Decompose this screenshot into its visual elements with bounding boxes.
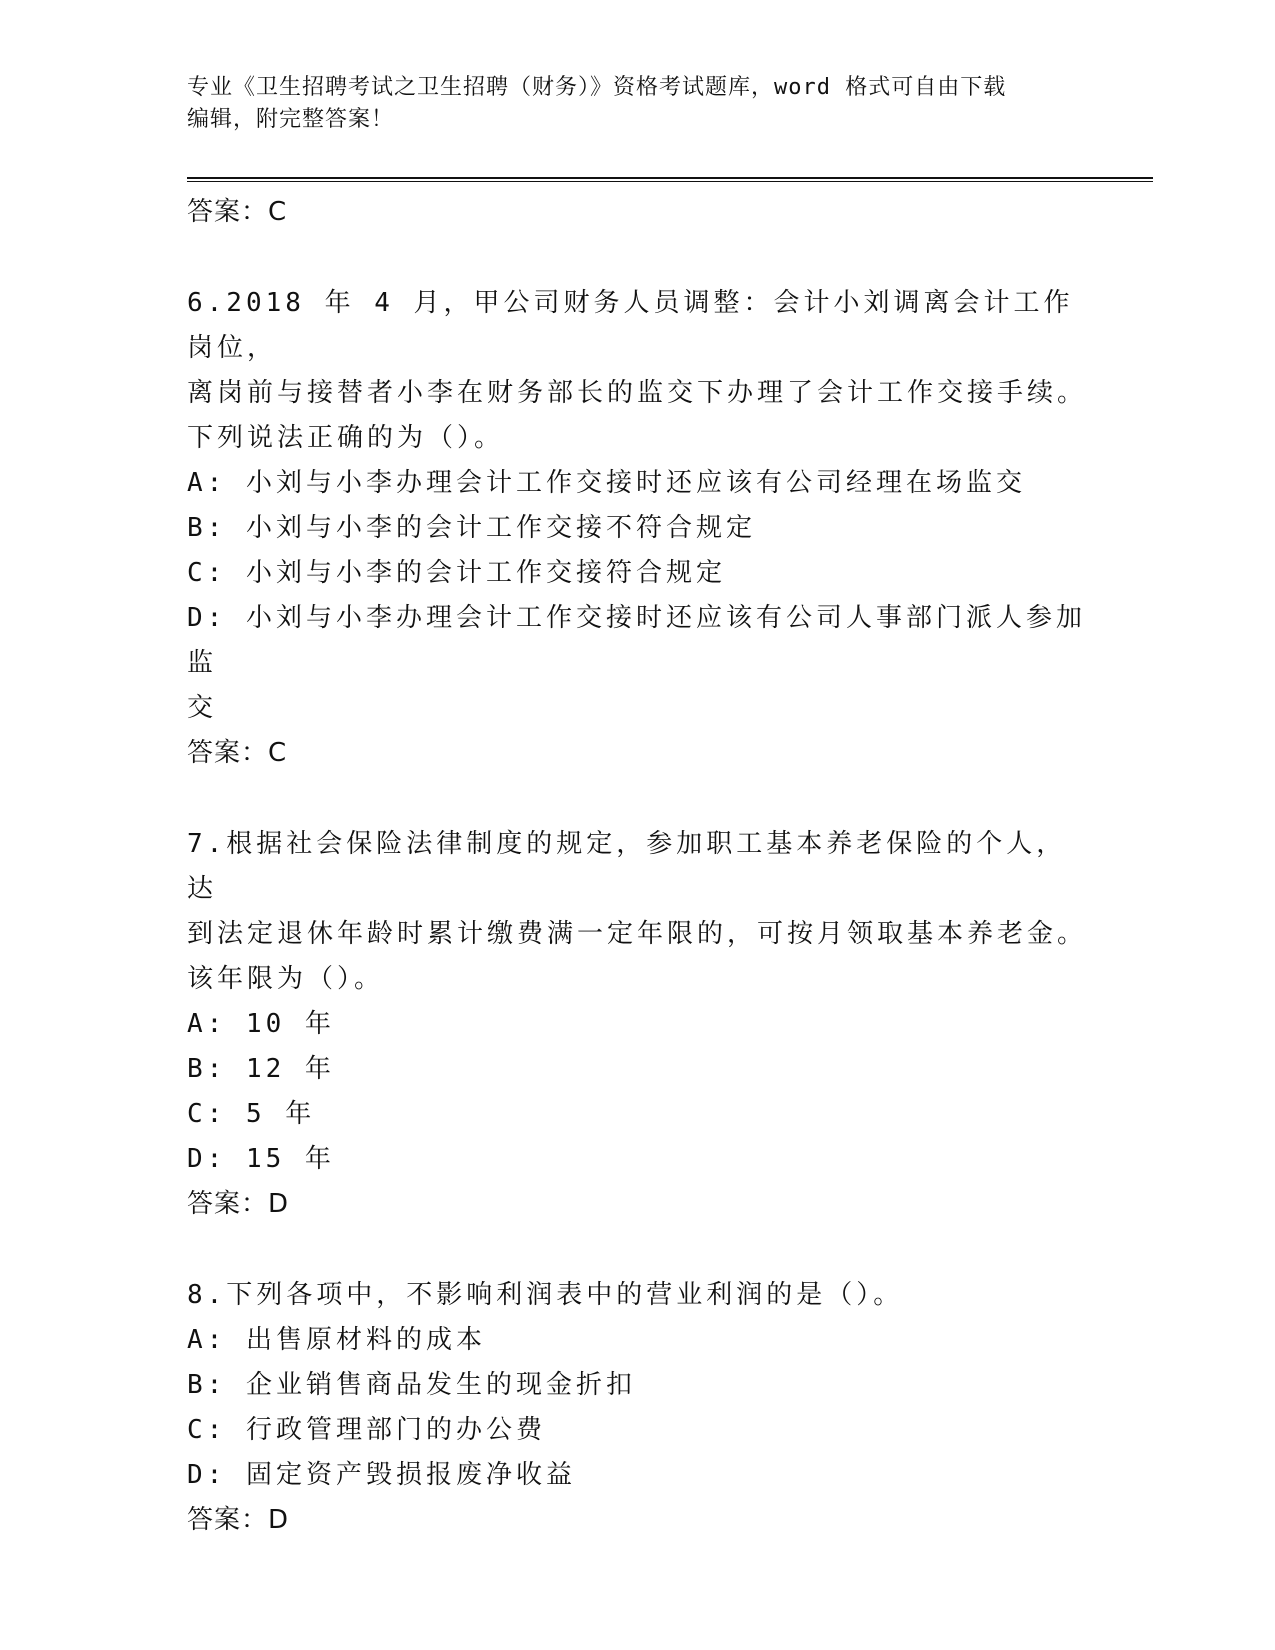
question-stem-line: 下列说法正确的为（）。	[187, 423, 505, 453]
header-divider-thick	[187, 177, 1153, 179]
answer-previous: 答案：C	[187, 197, 288, 227]
option-a: A: 10 年	[187, 1009, 335, 1039]
question-stem-line: 到法定退休年龄时累计缴费满一定年限的，可按月领取基本养老金。	[187, 919, 1088, 949]
header-line-2: 编辑，附完整答案！	[187, 107, 395, 132]
header-divider-thin	[187, 181, 1153, 182]
question-stem-line: 该年限为（）。	[187, 964, 385, 994]
answer: 答案：C	[187, 738, 288, 768]
option-b: B: 小刘与小李的会计工作交接不符合规定	[187, 513, 756, 543]
question-stem-line: 8.下列各项中，不影响利润表中的营业利润的是（）。	[187, 1280, 904, 1310]
question-8	[187, 1273, 1087, 1543]
option-d: D: 固定资产毁损报废净收益	[187, 1460, 576, 1490]
option-c: C: 5 年	[187, 1099, 316, 1129]
option-a: A: 出售原材料的成本	[187, 1325, 486, 1355]
answer: 答案：D	[187, 1189, 290, 1219]
option-b: B: 12 年	[187, 1054, 335, 1084]
option-a: A: 小刘与小李办理会计工作交接时还应该有公司经理在场监交	[187, 468, 1026, 498]
answer: 答案：D	[187, 1505, 290, 1535]
question-stem-line: 离岗前与接替者小李在财务部长的监交下办理了会计工作交接手续。	[187, 378, 1088, 408]
option-d: D: 15 年	[187, 1144, 335, 1174]
option-d: D: 小刘与小李办理会计工作交接时还应该有公司人事部门派人参加监	[187, 603, 1086, 678]
header-line-1: 专业《卫生招聘考试之卫生招聘（财务）》资格考试题库，word 格式可自由下载	[187, 75, 1007, 100]
option-b: B: 企业销售商品发生的现金折扣	[187, 1370, 636, 1400]
option-c: C: 行政管理部门的办公费	[187, 1415, 546, 1445]
spacer	[187, 235, 1087, 281]
question-stem-line: 6.2018 年 4 月，甲公司财务人员调整：会计小刘调离会计工作岗位，	[187, 288, 1074, 363]
option-d-continued: 交	[187, 693, 218, 723]
option-c: C: 小刘与小李的会计工作交接符合规定	[187, 558, 726, 588]
question-7	[187, 822, 1087, 1227]
spacer	[187, 776, 1087, 822]
question-content	[187, 190, 1087, 1543]
page-header	[187, 72, 1067, 136]
question-6	[187, 281, 1087, 776]
question-stem-line: 7.根据社会保险法律制度的规定，参加职工基本养老保险的个人，达	[187, 829, 1067, 904]
spacer	[187, 1227, 1087, 1273]
